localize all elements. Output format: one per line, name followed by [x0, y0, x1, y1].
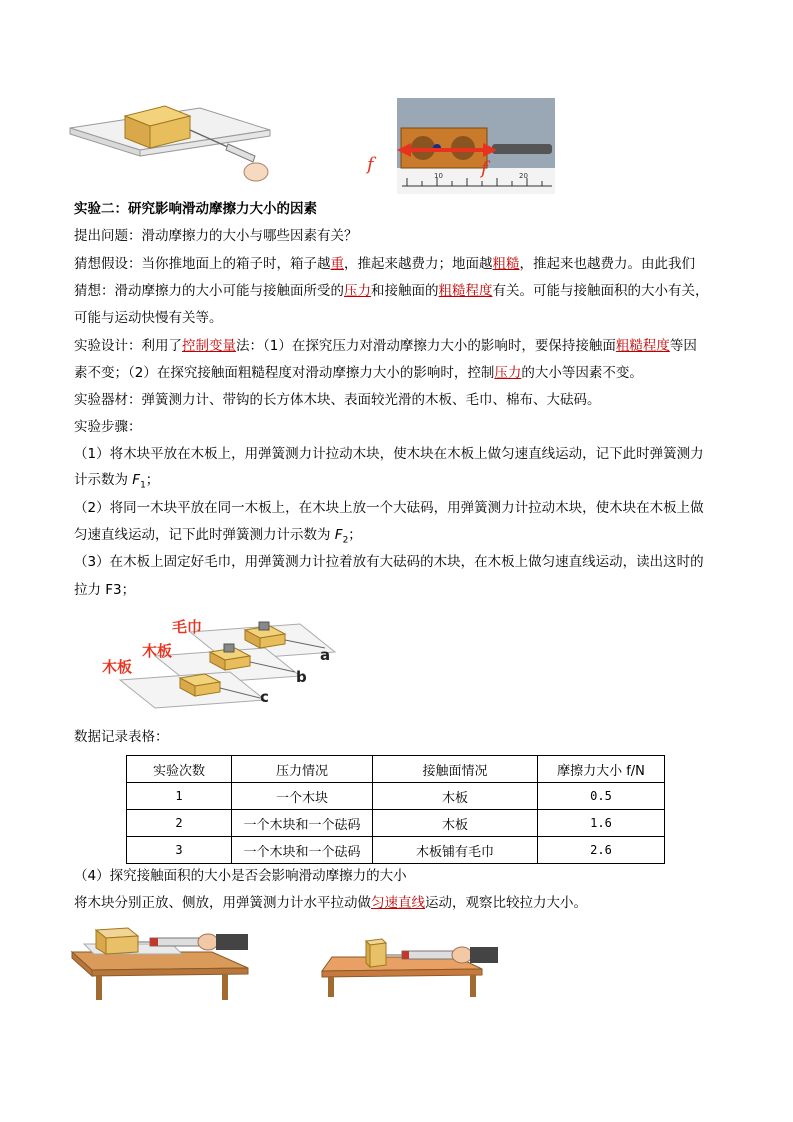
table-cell: 2	[127, 810, 232, 837]
answer-control-variable: 控制变量	[182, 338, 236, 354]
scale-20-label: 20	[519, 172, 528, 180]
table-row	[127, 837, 665, 864]
equipment-text: 实验器材：弹簧测力计、带钩的长方体木块、表面较光滑的木板、毛巾、棉布、大砝码。	[74, 392, 601, 408]
table-cell: 1	[127, 783, 232, 810]
table-cell: 一个木块和一个砝码	[232, 810, 373, 837]
table-header: 实验次数	[127, 756, 232, 783]
table-row	[127, 783, 665, 810]
label-c: c	[260, 688, 269, 706]
table-header: 压力情况	[232, 756, 373, 783]
step2-line-b: 匀速直线运动，记下此时弹簧测力计示数为 $F_2$；	[74, 527, 362, 546]
answer-heavy: 重	[330, 256, 344, 272]
step4-title: （4）探究接触面积的大小是否会影响滑动摩擦力的大小	[74, 868, 407, 884]
step3-line-b: 拉力 F3；	[74, 582, 136, 598]
three-board-illustration	[100, 612, 345, 712]
friction-f-right: f	[481, 158, 488, 179]
step3-line-a: （3）在木板上固定好毛巾，用弹簧测力计拉着放有大砝码的木块，在木板上做匀速直线运动，读出这时的	[74, 554, 704, 570]
table-cell: 0.5	[538, 783, 665, 810]
table-cell: 一个木块	[232, 783, 373, 810]
label-b: b	[296, 668, 307, 686]
answer-rough: 粗糙	[492, 256, 520, 272]
table-header: 摩擦力大小 f/N	[538, 756, 665, 783]
steps-title: 实验步骤：	[74, 419, 142, 435]
design-line-1: 实验设计：利用了控制变量法：（1）在探究压力对滑动摩擦力大小的影响时，要保持接触面粗糙程度等因	[74, 338, 697, 354]
experiment-heading: 实验二：研究影响滑动摩擦力大小的因素	[74, 201, 317, 217]
table-cell: 木板	[373, 783, 538, 810]
step2-line-a: （2）将同一木块平放在同一木板上，在木块上放一个大砝码，用弹簧测力计拉动木块，使木块在木板上做	[74, 500, 704, 516]
answer-pressure: 压力	[344, 283, 371, 299]
block-flat-illustration	[72, 922, 248, 1000]
answer-roughness: 粗糙程度	[438, 283, 493, 299]
answer-pressure-2: 压力	[494, 365, 522, 381]
table-cell: 木板	[373, 810, 538, 837]
table-title: 数据记录表格：	[74, 729, 169, 745]
table-cell: 2.6	[538, 837, 665, 864]
label-board-1: 木板	[142, 642, 173, 660]
table-row	[127, 810, 665, 837]
step4-instruction: 将木块分别正放、侧放，用弹簧测力计水平拉动做匀速直线运动，观察比较拉力大小。	[74, 895, 587, 911]
label-a: a	[320, 646, 331, 664]
friction-photo	[367, 98, 555, 194]
table-cell: 木板铺有毛巾	[373, 837, 538, 864]
table-header-row	[127, 756, 665, 783]
step1-line-a: （1）将木块平放在木板上，用弹簧测力计拉动木块，使木块在木板上做匀速直线运动，记下此时弹簧测力	[74, 446, 704, 462]
question-text: 提出问题：滑动摩擦力的大小与哪些因素有关？	[74, 228, 358, 244]
block-side-illustration	[322, 935, 498, 997]
table-cell: 一个木块和一个砝码	[232, 837, 373, 864]
label-towel: 毛巾	[172, 618, 203, 636]
hypothesis-line-2: 猜想：滑动摩擦力的大小可能与接触面所受的压力和接触面的粗糙程度有关。可能与接触面积的大小有关，	[74, 283, 709, 299]
scale-10-label: 10	[434, 172, 443, 180]
answer-uniform-linear: 匀速直线	[371, 895, 425, 911]
answer-roughness-2: 粗糙程度	[615, 338, 670, 354]
table-cell: 3	[127, 837, 232, 864]
hypothesis-line-3: 可能与运动快慢有关等。	[74, 310, 223, 326]
block-on-board-illustration	[70, 100, 270, 192]
step1-line-b: 计示数为 $F_1$；	[74, 472, 160, 491]
friction-f-left: f	[367, 154, 374, 175]
design-line-2: 素不变；（2）在探究接触面粗糙程度对滑动摩擦力大小的影响时，控制压力的大小等因素不变。	[74, 365, 643, 381]
data-record-table	[126, 755, 665, 864]
table-header: 接触面情况	[373, 756, 538, 783]
table-cell: 1.6	[538, 810, 665, 837]
hypothesis-line-1: 猜想假设：当你推地面上的箱子时，箱子越重，推起来越费力；地面越粗糙，推起来也越费力。由此我们	[74, 256, 695, 272]
label-board-2: 木板	[102, 658, 133, 676]
